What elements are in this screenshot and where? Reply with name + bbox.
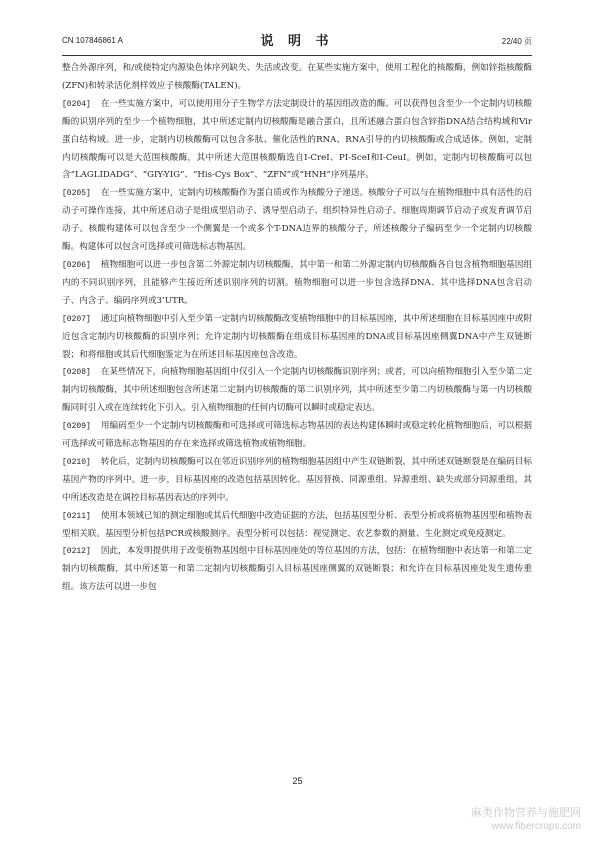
body-text [62, 60, 532, 597]
paragraph-text: 转化后，定制内切核酸酶可以在邻近识别序列的植物细胞基因组中产生双链断裂，其中所述双链断裂是在编码目标基因产物的序列中。进一步，目标基因座的改造包括基因转化、基因替换、同源重组、异源重组、缺失或部分同源重组，其中所述改造是在调控目标基因表达的序列中。 [62, 456, 532, 503]
paragraph-0210 [62, 454, 532, 508]
header-divider [62, 55, 532, 56]
paragraph-continuation [62, 60, 532, 96]
paragraph-text: 使用本领域已知的测定细胞或其后代细胞中改造证据的方法，包括基因型分析、表型分析或将植物基因型和植物表型相关联。基因型分析包括PCR或核酸测序。表型分析可以包括：视觉测定、农艺参数的测量、生化测定或免疫测定。 [62, 510, 532, 539]
paragraph-number: [0212] [62, 547, 91, 557]
patent-number: CN 107846861 A [62, 36, 123, 45]
paragraph-text: 植物细胞可以进一步包含第二外源定制内切核酸酶，其中第一和第二外源定制内切核酸酶各自包含植物细胞基因组内的不同识别序列，且能够产生接近所述识别序列的切割。植物细胞可以进一步包含选择DNA、其中选择DNA包含启动子、内含子、编码序列或3’UTR。 [62, 259, 532, 306]
paragraph-text: 因此，本发明提供用于改变植物基因组中目标基因座处的等位基因的方法，包括：在植物细胞中表达第一和第二定制内切核酸酶，其中所述第一和第二定制内切核酸酶引入目标基因座侧翼的双链断裂；和允许在目标基因座处发生遗传重组。该方法可以进一步包 [62, 546, 532, 593]
paragraph-0209 [62, 418, 532, 454]
paragraph-0211 [62, 508, 532, 544]
page-header [62, 30, 532, 54]
paragraph-text: 整合外源序列，和/或使特定内源染色体序列缺失、失活或改变。在某些实施方案中，使用工程化的核酸酶，例如锌指核酸酶(ZFN)和转录活化剂样效应子核酸酶(TALEN)。 [62, 63, 532, 91]
watermark [471, 806, 581, 834]
paragraph-text: 在某些情况下，向植物细胞基因组中仅引入一个定制内切核酸酶识别序列；或者，可以向植物细胞引入至少第二定制内切核酸酶，其中所述细胞包含所述第二定制内切核酸酶的第二识别序列，其中所述至少第二内切核酸酶与第一内切核酸酶同时引入或在连续转化下引入。引入植物细胞的任何内切酶可以瞬时或稳定表达。 [62, 367, 532, 414]
paragraph-0205 [62, 185, 532, 257]
paragraph-number: [0207] [62, 314, 91, 324]
paragraph-number: [0211] [62, 511, 91, 521]
paragraph-text: 在一些实施方案中，可以使用用分子生物学方法定制设计的基因组改造的酶。可以获得包含至少一个定制内切核酸酶的识别序列的至少一个植物细胞，其中所述定制内切核酸酶是融合蛋白，且所述融合蛋白包含锌指DNA结合结构域和Vir蛋白结构域。进一步，定制内切核酸酶可以包含多肽、催化活性的RNA、RNA引导的内切核酸酶或合成适体。例如，定制内切核酸酶可以是大范围核酸酶，其中所述大范围核酸酶选自I-CreI、PI-SceI和I-CeuI。例如，定制内切核酸酶可以包含“LAGLIDADG”、“GIY-YIG”、“His-Cys Box”、“ZFN”或“HNH”序列基序。 [62, 98, 532, 181]
paragraph-0212 [62, 543, 532, 597]
paragraph-number: [0209] [62, 422, 91, 432]
paragraph-number: [0206] [62, 260, 91, 270]
watermark-url: www.fibercrops.com [491, 821, 581, 832]
document-title: 说 明 书 [260, 34, 334, 49]
page-indicator: 22/40 页 [501, 37, 532, 46]
paragraph-number: [0205] [62, 189, 91, 199]
paragraph-0207 [62, 311, 532, 365]
watermark-site-name: 麻类作物营养与施肥网 [471, 807, 581, 819]
paragraph-number: [0208] [62, 368, 91, 378]
page-number: 25 [292, 776, 303, 786]
paragraph-text: 在一些实施方案中，定制内切核酸酶作为蛋白质或作为核酸分子递送。核酸分子可以与在植物细胞中具有活性的启动子可操作连接，其中所述启动子是组成型启动子、诱导型启动子、组织特异性启动子、细胞周期调节启动子或发育调节启动子。核酸构建体可以包含至少一个侧翼是一个或多个T-DNA边界的核酸分子，所述核酸分子编码至少一个定制内切核酸酶。构建体可以包含可选择或可筛选标志物基因。 [62, 188, 532, 253]
paragraph-number: [0210] [62, 457, 91, 467]
paragraph-text: 用编码至少一个定制内切核酸酶和可选择或可筛选标志物基因的表达构建体瞬时或稳定转化植物细胞后，可以根据可选择或可筛选标志物基因的存在来选择或筛选植物或植物细胞。 [62, 421, 532, 450]
paragraph-text: 通过向植物细胞中引入至少第一定制内切核酸酶改变植物细胞中的目标基因座，其中所述细胞在目标基因座中或附近包含定制内切核酸酶的识别序列；允许定制内切核酸酶在组成目标基因座的DNA或目标基因座侧翼DNA中产生双链断裂；和将细胞或其后代细胞鉴定为在所述目标基因座包含改造。 [62, 313, 532, 360]
paragraph-number: [0204] [62, 99, 91, 109]
paragraph-0204 [62, 96, 532, 186]
paragraph-0206 [62, 257, 532, 311]
paragraph-0208 [62, 364, 532, 418]
